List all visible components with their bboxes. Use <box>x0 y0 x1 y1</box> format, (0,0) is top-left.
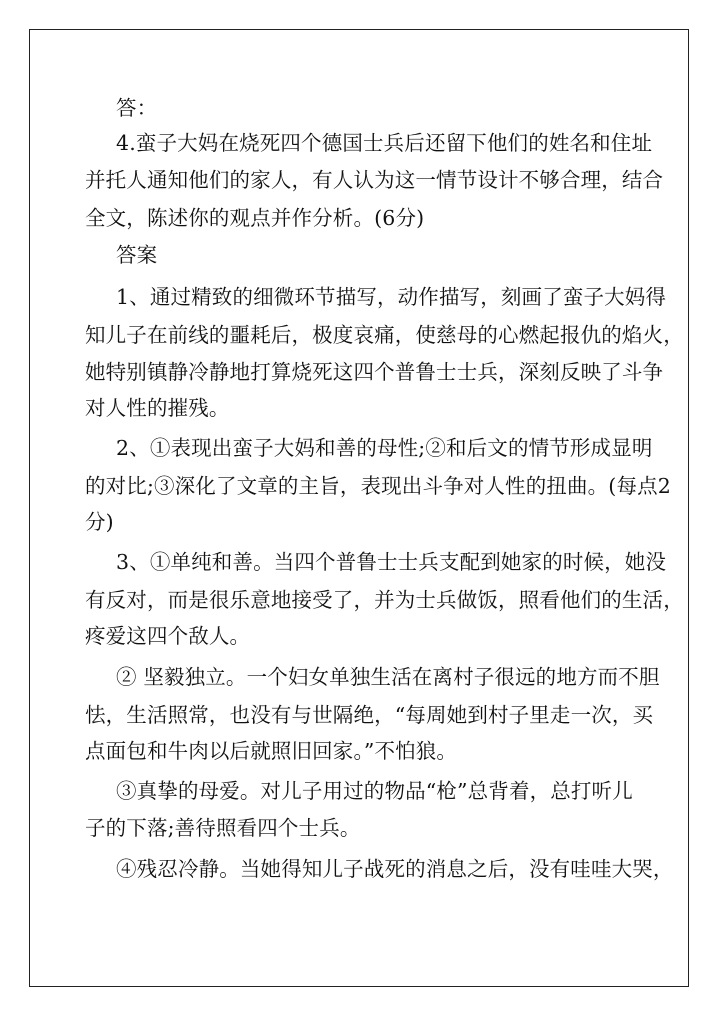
answer-1-line-3: 她特别镇静冷静地打算烧死这四个普鲁士士兵，深刻反映了斗争 <box>85 360 664 384</box>
question-4-line-1: 4.蛮子大妈在烧死四个德国士兵后还留下他们的姓名和住址 <box>116 131 653 155</box>
point-4-line-1: ④残忍冷静。当她得知儿子战死的消息之后，没有哇哇大哭， <box>116 857 674 881</box>
question-4-line-3: 全文，陈述你的观点并作分析。(6分) <box>85 206 425 230</box>
answer-1-line-4: 对人性的摧残。 <box>85 396 230 420</box>
point-2-line-2: 怯，生活照常，也没有与世隔绝，“每周她到村子里走一次，买 <box>85 703 654 727</box>
point-2-line-3: 点面包和牛肉以后就照旧回家。”不怕狼。 <box>85 739 458 763</box>
answer-2-line-2: 的对比;③深化了文章的主旨，表现出斗争对人性的扭曲。(每点2 <box>85 474 671 498</box>
answer-2-line-1: 2、①表现出蛮子大妈和善的母性;②和后文的情节形成显明 <box>116 436 653 460</box>
answer-label: 答： <box>116 96 158 120</box>
point-3-line-2: 子的下落;善待照看四个士兵。 <box>85 816 361 840</box>
answer-3-line-2: 有反对，而是很乐意地接受了，并为士兵做饭，照看他们的生活， <box>85 588 684 612</box>
answer-3-line-1: 3、①单纯和善。当四个普鲁士士兵支配到她家的时候，她没 <box>116 550 667 574</box>
answer-1-line-1: 1、通过精致的细微环节描写，动作描写，刻画了蛮子大妈得 <box>116 285 667 309</box>
answer-key-heading: 答案 <box>116 243 158 267</box>
answer-3-line-3: 疼爱这四个敌人。 <box>85 624 251 648</box>
answer-2-line-3: 分) <box>85 510 114 534</box>
point-2-line-1: ② 坚毅独立。一个妇女单独生活在离村子很远的地方而不胆 <box>116 665 660 689</box>
answer-1-line-2: 知儿子在前线的噩耗后，极度哀痛，使慈母的心燃起报仇的焰火， <box>85 323 684 347</box>
question-4-line-2: 并托人通知他们的家人，有人认为这一情节设计不够合理，结合 <box>85 168 664 192</box>
point-3-line-1: ③真挚的母爱。对儿子用过的物品“枪”总背着，总打听儿 <box>116 779 633 803</box>
